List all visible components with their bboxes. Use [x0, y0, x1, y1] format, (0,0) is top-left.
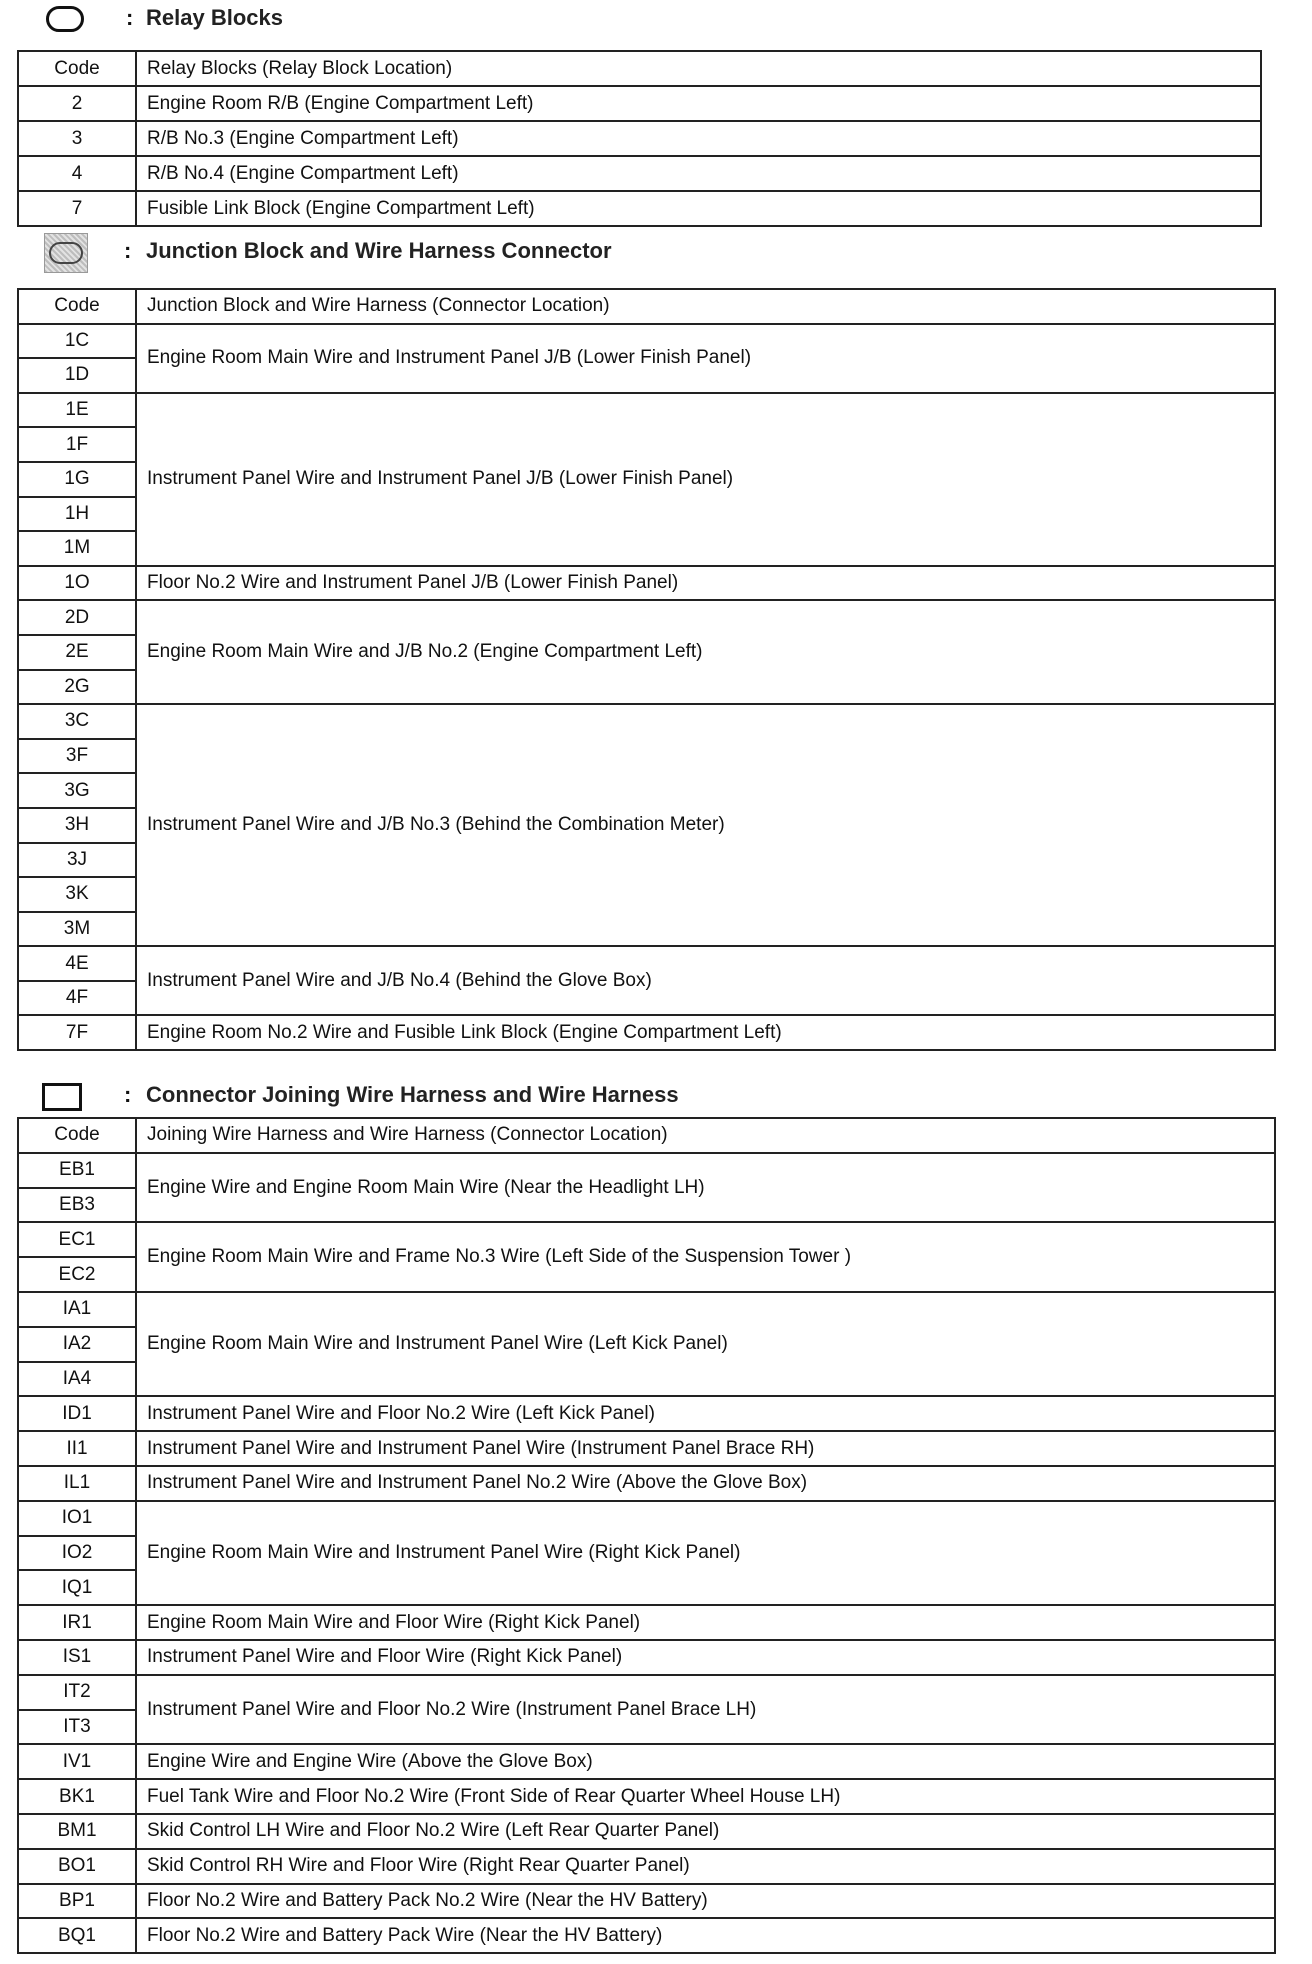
code-cell: 3F: [18, 739, 136, 774]
code-cell: IA1: [18, 1292, 136, 1327]
description-cell: Engine Room Main Wire and Instrument Panel J/B (Lower Finish Panel): [136, 324, 1275, 393]
relay-blocks-table: [17, 50, 1262, 227]
header-code-cell: Code: [18, 51, 136, 86]
description-cell: Engine Room Main Wire and Frame No.3 Wire (Left Side of the Suspension Tower ): [136, 1222, 1275, 1292]
code-cell: EC1: [18, 1222, 136, 1257]
table-row: [18, 191, 1261, 226]
code-cell: 1E: [18, 393, 136, 428]
description-cell: Floor No.2 Wire and Instrument Panel J/B (Lower Finish Panel): [136, 566, 1275, 601]
code-cell: BM1: [18, 1814, 136, 1849]
table-row: [18, 86, 1261, 121]
code-cell: 1O: [18, 566, 136, 601]
table-row: [18, 1292, 1275, 1327]
code-cell: 3M: [18, 912, 136, 947]
code-cell: 2D: [18, 600, 136, 635]
code-cell: IO2: [18, 1536, 136, 1571]
table-row: [18, 946, 1275, 981]
description-cell: Instrument Panel Wire and Floor Wire (Right Kick Panel): [136, 1640, 1275, 1675]
code-cell: IR1: [18, 1605, 136, 1640]
table-row: [18, 1605, 1275, 1640]
code-cell: 1M: [18, 531, 136, 566]
code-cell: 3C: [18, 704, 136, 739]
junction-block-table: [17, 288, 1276, 1051]
table-row: [18, 1015, 1275, 1050]
code-cell: BK1: [18, 1779, 136, 1814]
table-row: [18, 1396, 1275, 1431]
code-cell: EB3: [18, 1188, 136, 1223]
description-cell: Engine Wire and Engine Wire (Above the Glove Box): [136, 1744, 1275, 1779]
code-cell: BO1: [18, 1849, 136, 1884]
code-cell: 4F: [18, 981, 136, 1016]
table-row: [18, 156, 1261, 191]
code-cell: 3: [18, 121, 136, 156]
description-cell: Engine Room Main Wire and J/B No.2 (Engine Compartment Left): [136, 600, 1275, 704]
code-cell: 7: [18, 191, 136, 226]
table-row: [18, 1501, 1275, 1536]
description-cell: Engine Room No.2 Wire and Fusible Link Block (Engine Compartment Left): [136, 1015, 1275, 1050]
code-cell: 1D: [18, 358, 136, 393]
description-cell: Instrument Panel Wire and Instrument Panel Wire (Instrument Panel Brace RH): [136, 1431, 1275, 1466]
description-cell: Fuel Tank Wire and Floor No.2 Wire (Front Side of Rear Quarter Wheel House LH): [136, 1779, 1275, 1814]
description-cell: Engine Room Main Wire and Instrument Panel Wire (Right Kick Panel): [136, 1501, 1275, 1605]
code-cell: 2G: [18, 670, 136, 705]
description-cell: Instrument Panel Wire and Instrument Panel J/B (Lower Finish Panel): [136, 393, 1275, 566]
description-cell: Instrument Panel Wire and Floor No.2 Wire (Left Kick Panel): [136, 1396, 1275, 1431]
code-cell: 3G: [18, 773, 136, 808]
table-header-row: [18, 1118, 1275, 1153]
description-cell: Skid Control RH Wire and Floor Wire (Right Rear Quarter Panel): [136, 1849, 1275, 1884]
code-cell: IQ1: [18, 1570, 136, 1605]
description-cell: Engine Wire and Engine Room Main Wire (Near the Headlight LH): [136, 1153, 1275, 1223]
table-row: [18, 1814, 1275, 1849]
junction-block-symbol-icon: [44, 233, 88, 273]
code-cell: 4: [18, 156, 136, 191]
table-row: [18, 704, 1275, 739]
code-cell: 3J: [18, 843, 136, 878]
description-cell: Fusible Link Block (Engine Compartment Left): [136, 191, 1261, 226]
table-row: [18, 1744, 1275, 1779]
table-row: [18, 121, 1261, 156]
code-cell: IO1: [18, 1501, 136, 1536]
code-cell: IA4: [18, 1362, 136, 1397]
table-row: [18, 393, 1275, 428]
table-row: [18, 1918, 1275, 1953]
junction-block-title: Junction Block and Wire Harness Connector: [146, 238, 612, 263]
code-cell: 2: [18, 86, 136, 121]
code-cell: IL1: [18, 1466, 136, 1501]
header-code-cell: Code: [18, 1118, 136, 1153]
code-cell: 1F: [18, 427, 136, 462]
code-cell: 1H: [18, 497, 136, 532]
description-cell: Floor No.2 Wire and Battery Pack No.2 Wire (Near the HV Battery): [136, 1884, 1275, 1919]
header-description-cell: Relay Blocks (Relay Block Location): [136, 51, 1261, 86]
code-cell: EC2: [18, 1257, 136, 1292]
connector-title: Connector Joining Wire Harness and Wire Harness: [146, 1082, 679, 1107]
table-row: [18, 1779, 1275, 1814]
code-cell: 7F: [18, 1015, 136, 1050]
code-cell: 1G: [18, 462, 136, 497]
code-cell: IV1: [18, 1744, 136, 1779]
code-cell: 3H: [18, 808, 136, 843]
table-row: [18, 1153, 1275, 1188]
table-row: [18, 1466, 1275, 1501]
code-cell: 3K: [18, 877, 136, 912]
table-row: [18, 1222, 1275, 1257]
code-cell: IT3: [18, 1710, 136, 1745]
table-row: [18, 1431, 1275, 1466]
table-row: [18, 566, 1275, 601]
code-cell: 2E: [18, 635, 136, 670]
connector-colon: :: [124, 1082, 132, 1107]
junction-colon: :: [124, 238, 132, 263]
code-cell: BP1: [18, 1884, 136, 1919]
table-row: [18, 324, 1275, 359]
table-row: [18, 600, 1275, 635]
connector-symbol-icon: [42, 1083, 82, 1111]
description-cell: Engine Room Main Wire and Instrument Panel Wire (Left Kick Panel): [136, 1292, 1275, 1396]
table-header-row: [18, 51, 1261, 86]
code-cell: IS1: [18, 1640, 136, 1675]
relay-colon: :: [126, 5, 134, 30]
header-description-cell: Junction Block and Wire Harness (Connector Location): [136, 289, 1275, 324]
description-cell: Instrument Panel Wire and Instrument Panel No.2 Wire (Above the Glove Box): [136, 1466, 1275, 1501]
table-row: [18, 1849, 1275, 1884]
relay-block-symbol-icon: [46, 6, 84, 32]
description-cell: Floor No.2 Wire and Battery Pack Wire (Near the HV Battery): [136, 1918, 1275, 1953]
relay-blocks-title: Relay Blocks: [146, 5, 283, 30]
code-cell: EB1: [18, 1153, 136, 1188]
connector-table: [17, 1117, 1276, 1954]
code-cell: IT2: [18, 1675, 136, 1710]
header-description-cell: Joining Wire Harness and Wire Harness (Connector Location): [136, 1118, 1275, 1153]
description-cell: Skid Control LH Wire and Floor No.2 Wire (Left Rear Quarter Panel): [136, 1814, 1275, 1849]
description-cell: Engine Room R/B (Engine Compartment Left): [136, 86, 1261, 121]
code-cell: ID1: [18, 1396, 136, 1431]
code-cell: BQ1: [18, 1918, 136, 1953]
table-header-row: [18, 289, 1275, 324]
description-cell: Instrument Panel Wire and J/B No.4 (Behind the Glove Box): [136, 946, 1275, 1015]
table-row: [18, 1640, 1275, 1675]
table-row: [18, 1675, 1275, 1710]
code-cell: II1: [18, 1431, 136, 1466]
code-cell: 4E: [18, 946, 136, 981]
description-cell: Instrument Panel Wire and Floor No.2 Wire (Instrument Panel Brace LH): [136, 1675, 1275, 1745]
header-code-cell: Code: [18, 289, 136, 324]
code-cell: 1C: [18, 324, 136, 359]
description-cell: R/B No.4 (Engine Compartment Left): [136, 156, 1261, 191]
description-cell: Instrument Panel Wire and J/B No.3 (Behind the Combination Meter): [136, 704, 1275, 946]
code-cell: IA2: [18, 1327, 136, 1362]
table-row: [18, 1884, 1275, 1919]
description-cell: Engine Room Main Wire and Floor Wire (Right Kick Panel): [136, 1605, 1275, 1640]
description-cell: R/B No.3 (Engine Compartment Left): [136, 121, 1261, 156]
